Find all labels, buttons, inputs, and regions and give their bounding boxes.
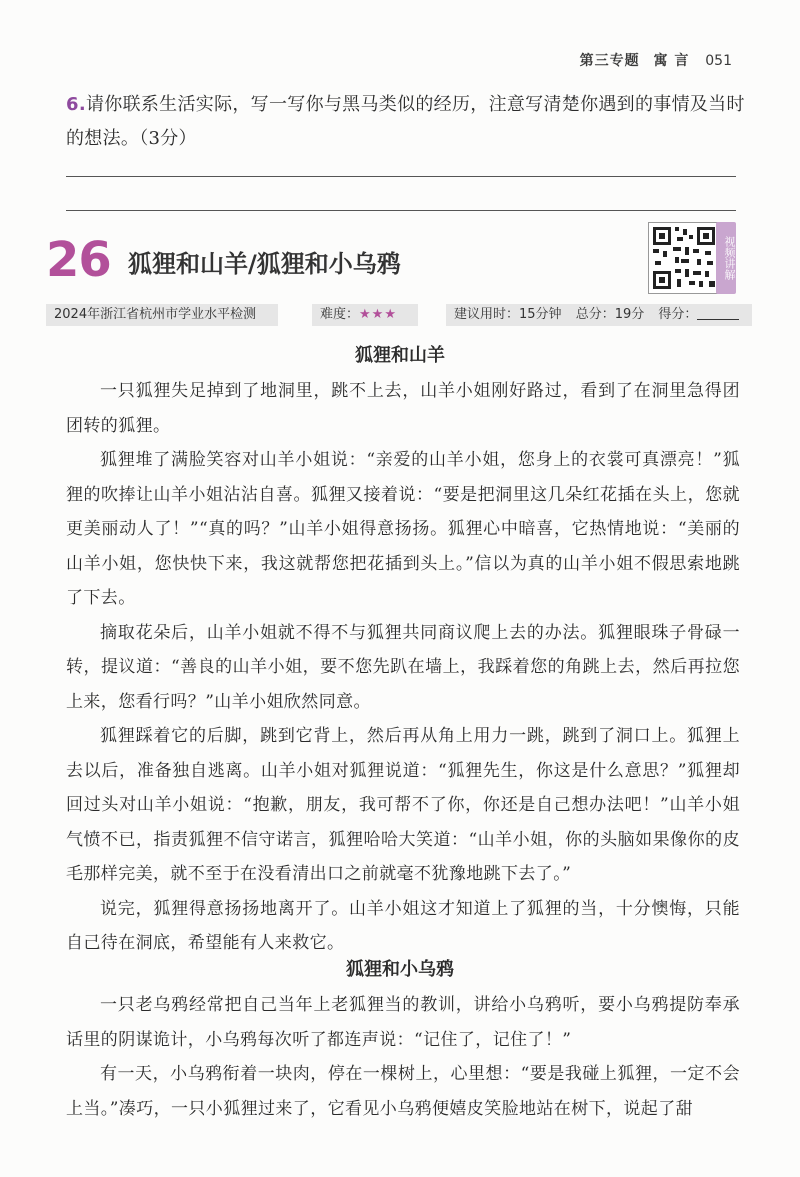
section-name: 第三专题 — [579, 53, 640, 69]
video-lecture-tag[interactable]: 视频讲解 — [716, 222, 736, 294]
qr-code[interactable] — [648, 222, 720, 294]
info-bar — [46, 304, 736, 326]
story1-paragraph: 狐狸堆了满脸笑容对山羊小姐说：“亲爱的山羊小姐，您身上的衣裳可真漂亮！”狐狸的吹捧让山羊小姐沾沾自喜。狐狸又接着说：“要是把洞里这几朵红花插在头上，您就更美丽动人了！”“真的吗？”山羊小姐得意扬扬。狐狸心中暗喜，它热情地说：“美丽的山羊小姐，您快快下来，我这就帮您把花插到头上。”信以为真的山羊小姐不假思索地跳了下去。 — [66, 450, 740, 608]
story2-paragraph: 一只老乌鸦经常把自己当年上老狐狸当的教训，讲给小乌鸦听，要小乌鸦提防奉承话里的阴谋诡计，小乌鸦每次听了都连声说：“记住了，记住了！” — [66, 995, 740, 1050]
score-label: 得分： — [658, 307, 698, 322]
story2-body — [66, 988, 740, 1126]
difficulty-stars: ★★★ — [359, 307, 397, 322]
story1-title: 狐狸和山羊 — [355, 345, 445, 366]
story2-title: 狐狸和小乌鸦 — [346, 959, 454, 980]
time-score-meta — [446, 304, 752, 326]
story1-paragraph: 一只狐狸失足掉到了地洞里，跳不上去，山羊小姐刚好路过，看到了在洞里急得团团转的狐狸。 — [66, 381, 740, 436]
score-blank[interactable] — [697, 305, 739, 320]
difficulty-label: 难度： — [320, 307, 360, 322]
answer-line-1[interactable] — [66, 176, 736, 177]
qr-code-graphic — [649, 223, 719, 293]
story2-paragraph: 有一天，小乌鸦衔着一块肉，停在一棵树上，心里想：“要是我碰上狐狸，一定不会上当。”凑巧，一只小狐狸过来了，它看见小乌鸦便嬉皮笑脸地站在树下，说起了甜 — [66, 1064, 740, 1119]
lesson-title: 狐狸和山羊/狐狸和小乌鸦 — [128, 250, 401, 278]
source-label: 2024年浙江省杭州市学业水平检测 — [46, 304, 278, 326]
story1-body — [66, 374, 740, 961]
lesson-number: 26 — [46, 232, 111, 288]
running-header — [580, 50, 732, 70]
story1-paragraph: 说完，狐狸得意扬扬地离开了。山羊小姐这才知道上了狐狸的当，十分懊悔，只能自己待在洞底，希望能有人来救它。 — [66, 898, 740, 953]
question-number: 6. — [66, 94, 86, 115]
answer-line-2[interactable] — [66, 210, 736, 211]
story1-paragraph: 狐狸踩着它的后脚，跳到它背上，然后再从角上用力一跳，跳到了洞口上。狐狸上去以后，准备独自逃离。山羊小姐对狐狸说道：“狐狸先生，你这是什么意思？”狐狸却回过头对山羊小姐说：“抱歉，朋友，我可帮不了你，你还是自己想办法吧！”山羊小姐气愤不已，指责狐狸不信守诺言，狐狸哈哈大笑道：“山羊小姐，你的头脑如果像你的皮毛那样完美，就不至于在没看清出口之前就毫不犹豫地跳下去了。” — [66, 726, 740, 884]
difficulty — [312, 304, 418, 326]
question-text: 请你联系生活实际，写一写你与黑马类似的经历，注意写清楚你遇到的事情及当时的想法。（3分） — [66, 94, 745, 149]
chapter-name: 寓 言 — [653, 53, 690, 69]
suggested-time: 建议用时：15分钟 — [454, 307, 562, 322]
page-number: 051 — [705, 53, 732, 69]
question-6 — [66, 88, 746, 156]
story1-paragraph: 摘取花朵后，山羊小姐就不得不与狐狸共同商议爬上去的办法。狐狸眼珠子骨碌一转，提议道：“善良的山羊小姐，要不您先趴在墙上，我踩着您的角跳上去，然后再拉您上来，您看行吗？”山羊小姐欣然同意。 — [66, 622, 740, 712]
total-score: 总分：19分 — [575, 307, 645, 322]
